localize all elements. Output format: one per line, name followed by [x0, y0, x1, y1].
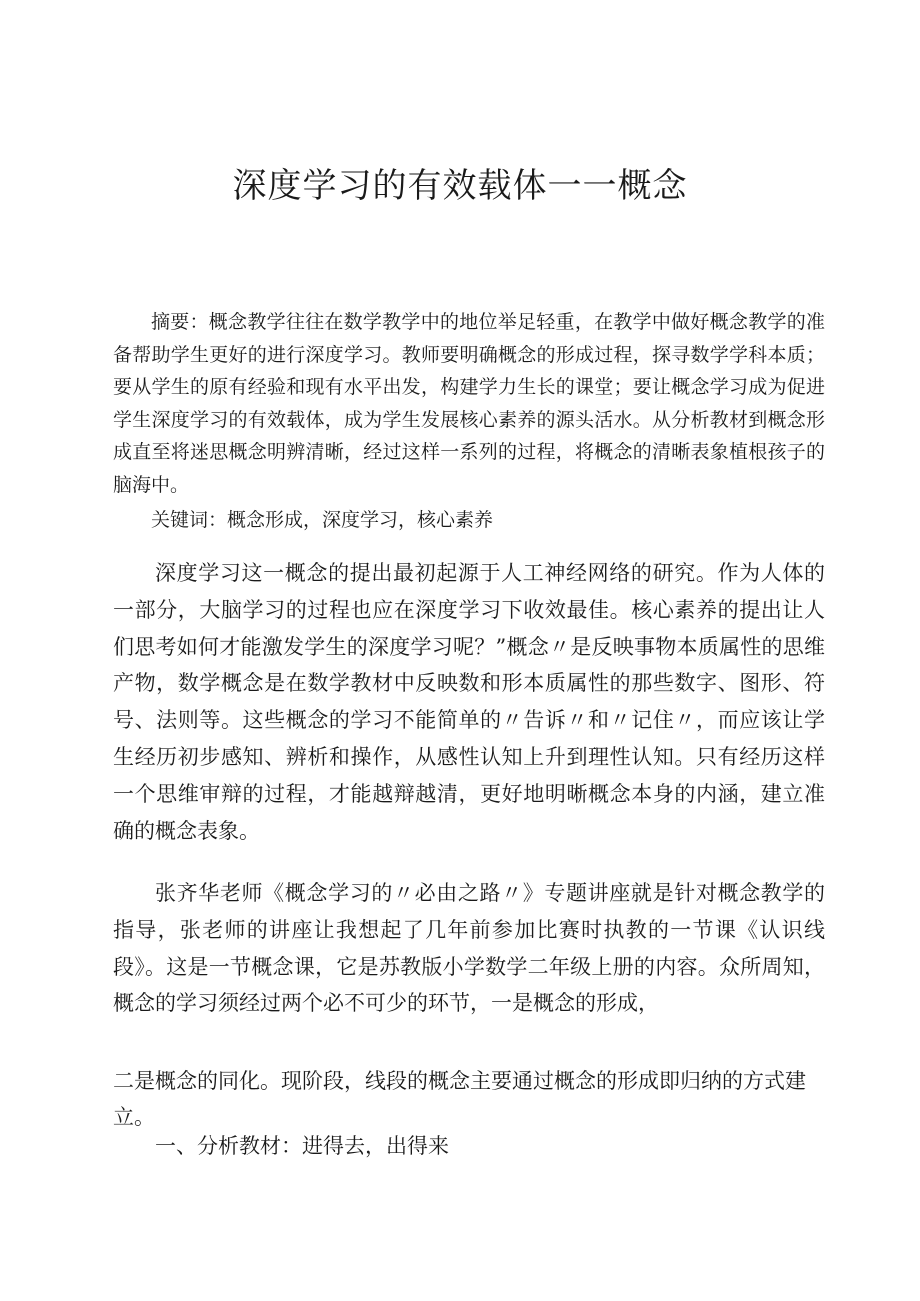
keywords-line: 关键词：概念形成，深度学习，核心素养 [151, 509, 494, 531]
body-paragraph-1: 深度学习这一概念的提出最初起源于人工神经网络的研究。作为人体的一部分，大脑学习的过程也应在深度学习下收效最佳。核心素养的提出让人们思考如何才能激发学生的深度学习呢？”概念〃是反映事物本质属性的思维产物，数学概念是在数学教材中反映数和形本质属性的那些数字、图形、符号、法则等。这些概念的学习不能简单的〃告诉〃和〃记住〃，而应该让学生经历初步感知、辨析和操作，从感性认知上升到理性认知。只有经历这样一个思维审辩的过程，才能越辩越清，更好地明晰概念本身的内涵，建立准确的概念表象。 [113, 561, 825, 843]
body-paragraph-2: 张齐华老师《概念学习的〃必由之路〃》专题讲座就是针对概念教学的指导，张老师的讲座让我想起了几年前参加比赛时执教的一节课《认识线段》。这是一节概念课，它是苏教版小学数学二年级上册的内容。众所周知，概念的学习须经过两个必不可少的环节，一是概念的形成， [113, 881, 825, 1016]
section-heading-1: 一、分析教材：进得去，出得来 [155, 1134, 449, 1158]
body-paragraph-3: 二是概念的同化。现阶段，线段的概念主要通过概念的形成即归纳的方式建立。 [113, 1069, 806, 1129]
abstract-paragraph: 摘要：概念教学往往在数学教学中的地位举足轻重，在教学中做好概念教学的准备帮助学生更好的进行深度学习。教师要明确概念的形成过程，探寻数学学科本质；要从学生的原有经验和现有水平出发，构建学力生长的课堂；要让概念学习成为促进学生深度学习的有效载体，成为学生发展核心素养的源头活水。从分析教材到概念形成直至将迷思概念明辨清晰，经过这样一系列的过程，将概念的清晰表象植根孩子的脑海中。 [113, 311, 825, 496]
document-title: 深度学习的有效载体一一概念 [232, 166, 688, 206]
